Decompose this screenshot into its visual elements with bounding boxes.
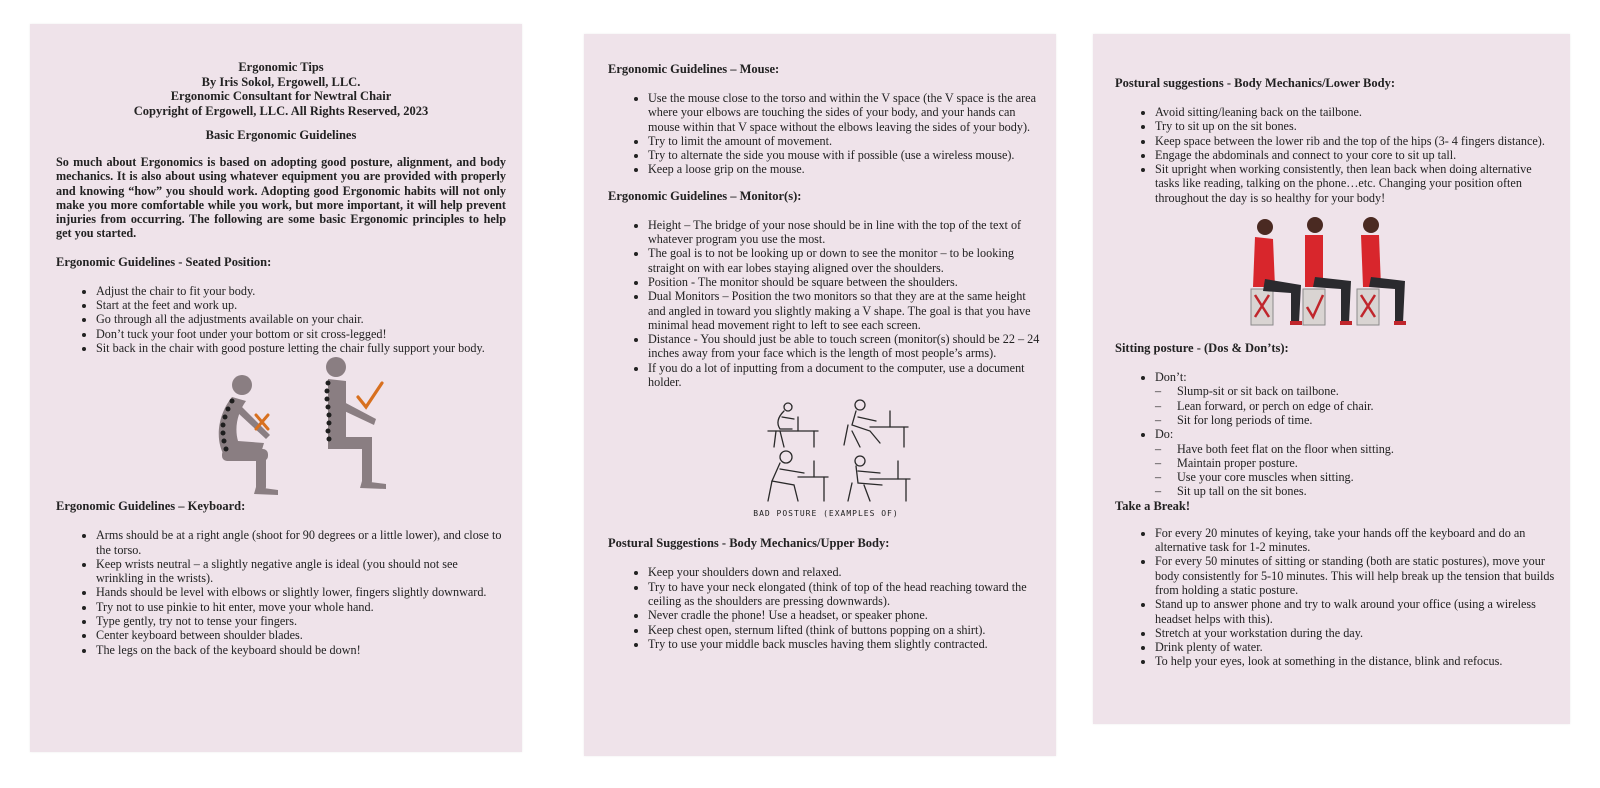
dont-label: Don’t: xyxy=(1155,370,1187,385)
list-item: • Try not to use pinkie to hit enter, move your whole hand. xyxy=(96,600,506,614)
check-mark-icon xyxy=(358,383,382,407)
dont-list xyxy=(1155,384,1556,427)
sitting-posture-title: Sitting posture - (Dos & Don’ts): xyxy=(1115,341,1289,356)
list-item xyxy=(1155,370,1556,427)
mouse-section-title: Ergonomic Guidelines – Mouse: xyxy=(608,62,780,76)
lower-body-list xyxy=(1115,105,1556,205)
header-copyright: Copyright of Ergowell, LLC. All Rights Reserved, 2023 xyxy=(133,103,429,118)
list-item: • Type gently, try not to tense your fingers. xyxy=(96,614,506,628)
header-author: By Iris Sokol, Ergowell, LLC. xyxy=(201,74,361,89)
list-item: • Try to have your neck elongated (think of top of the head reaching toward the ceiling as the shoulders are pressing downwards). xyxy=(648,580,1044,609)
upper-body-list xyxy=(608,565,1044,651)
basic-guidelines-title: Basic Ergonomic Guidelines xyxy=(205,128,357,142)
list-item: • Keep chest open, sternum lifted (think of buttons popping on a shirt). xyxy=(648,623,1044,637)
list-item: – Sit up tall on the sit bones. xyxy=(1177,484,1556,498)
list-item: – Sit for long periods of time. xyxy=(1177,413,1556,427)
list-item: • Try to limit the amount of movement. xyxy=(648,134,1044,148)
dos-donts-list xyxy=(1115,370,1556,499)
list-item: • Dual Monitors – Position the two monitors so that they are at the same height and angled in toward you slightly making a V shape. The goal is that you have minimal head movement right to left to see each screen. xyxy=(648,289,1044,332)
list-item: • Engage the abdominals and connect to your core to sit up tall. xyxy=(1155,148,1556,162)
list-item: • Keep wrists neutral – a slightly negative angle is ideal (you should not see wrinkling in the wrists). xyxy=(96,557,506,586)
header-title: Ergonomic Tips xyxy=(238,60,324,74)
document-header xyxy=(56,60,506,118)
list-item: – Use your core muscles when sitting. xyxy=(1177,470,1556,484)
sketch-hunched xyxy=(768,403,818,447)
keyboard-list xyxy=(56,528,506,657)
list-item: – Have both feet flat on the floor when sitting. xyxy=(1177,442,1556,456)
keyboard-section-title: Ergonomic Guidelines – Keyboard: xyxy=(56,499,246,514)
lower-body-section-title: Postural suggestions - Body Mechanics/Lower Body: xyxy=(1115,76,1395,90)
slouch-figure xyxy=(1251,219,1302,325)
list-item: • Stand up to answer phone and try to walk around your office (using a wireless headset helps with this). xyxy=(1155,597,1556,626)
mouse-list xyxy=(608,91,1044,177)
list-item: • Stretch at your workstation during the day. xyxy=(1155,626,1556,640)
bad-posture-figure xyxy=(219,375,278,495)
bad-posture-sketches xyxy=(608,397,1044,507)
list-item: • Distance - You should just be able to touch screen (monitor(s) should be 22 – 24 inches away from your face which is the length of most people’s arms). xyxy=(648,332,1044,361)
list-item: – Slump-sit or sit back on tailbone. xyxy=(1177,384,1556,398)
sketch-leaning xyxy=(768,451,828,501)
intro-paragraph: So much about Ergonomics is based on adopting good posture, alignment, and body mechanics. It is also about using whatever equipment you are provided with properly and knowing “how” you should work. Adopting good Ergonomic habits will not only make you more comfortable while you work, but more important, it will help prevent injuries from occurring. The following are some basic Ergonomic principles to help get you started. xyxy=(56,155,506,241)
list-item: • Never cradle the phone! Use a headset, or speaker phone. xyxy=(648,608,1044,622)
monitor-section-title: Ergonomic Guidelines – Monitor(s): xyxy=(608,188,802,203)
list-item: • Arms should be at a right angle (shoot for 90 degrees or a little lower), and close to the torso. xyxy=(96,528,506,557)
list-item: • Hands should be level with elbows or slightly lower, fingers slightly downward. xyxy=(96,585,506,599)
list-item: • Avoid sitting/leaning back on the tailbone. xyxy=(1155,105,1556,119)
list-item: • Go through all the adjustments available on your chair. xyxy=(96,312,506,326)
upper-body-section-title: Postural Suggestions - Body Mechanics/Upper Body: xyxy=(608,536,890,551)
list-item: • Sit back in the chair with good posture letting the chair fully support your body. xyxy=(96,341,506,355)
list-item: • Keep your shoulders down and relaxed. xyxy=(648,565,1044,579)
list-item: • Height – The bridge of your nose should be in line with the top of the text of whatever program you use the most. xyxy=(648,218,1044,247)
sketch-slouched xyxy=(848,456,910,501)
list-item xyxy=(1155,427,1556,498)
list-item: • To help your eyes, look at something in the distance, blink and refocus. xyxy=(1155,654,1556,668)
page-3-lower-body-breaks xyxy=(1093,34,1570,724)
seated-list xyxy=(56,284,506,355)
list-item: • Use the mouse close to the torso and within the V space (the V space is the area where your elbows are touching the sides of your body, and your hands can mouse within that V space without the elbows leaving the sides of your body). xyxy=(648,91,1044,134)
list-item: • For every 50 minutes of sitting or standing (both are static postures), move your body consistently for 5-10 minutes. This will help break up the tension that builds from holding a static posture. xyxy=(1155,554,1556,597)
list-item: • Sit upright when working consistently, then lean back when doing alternative tasks like reading, talking on the phone…etc. Changing your position often throughout the day is so healthy for your body! xyxy=(1155,162,1556,205)
seated-posture-illustration xyxy=(56,357,506,497)
list-item: • For every 20 minutes of keying, take your hands off the keyboard and do an alternative task for 1-2 minutes. xyxy=(1155,526,1556,555)
page-2-mouse-monitor xyxy=(584,34,1056,756)
list-item: • The legs on the back of the keyboard should be down! xyxy=(96,643,506,657)
list-item: • Try to use your middle back muscles having them slightly contracted. xyxy=(648,637,1044,651)
good-posture-figure xyxy=(326,357,386,489)
do-list xyxy=(1155,442,1556,499)
list-item: • Keep space between the lower rib and the top of the hips (3- 4 fingers distance). xyxy=(1155,134,1556,148)
list-item: • Try to sit up on the sit bones. xyxy=(1155,119,1556,133)
header-role: Ergonomic Consultant for Newtral Chair xyxy=(170,89,392,103)
list-item: • Try to alternate the side you mouse with if possible (use a wireless mouse). xyxy=(648,148,1044,162)
list-item: • Drink plenty of water. xyxy=(1155,640,1556,654)
list-item: – Maintain proper posture. xyxy=(1177,456,1556,470)
monitor-list xyxy=(608,218,1044,390)
do-label: Do: xyxy=(1155,427,1174,442)
seated-section-title: Ergonomic Guidelines - Seated Position: xyxy=(56,254,272,269)
take-break-title: Take a Break! xyxy=(1115,498,1191,513)
list-item: • Start at the feet and work up. xyxy=(96,298,506,312)
list-item: • If you do a lot of inputting from a document to the computer, use a document holder. xyxy=(648,361,1044,390)
list-item: • The goal is to not be looking up or down to see the monitor – to be looking straight on with ear lobes staying aligned over the shoulders. xyxy=(648,246,1044,275)
list-item: • Position - The monitor should be square between the shoulders. xyxy=(648,275,1044,289)
list-item: • Adjust the chair to fit your body. xyxy=(96,284,506,298)
figure-caption: BAD POSTURE (EXAMPLES OF) xyxy=(753,509,899,519)
cross-mark-icon xyxy=(256,415,268,429)
upright-figure xyxy=(1303,217,1352,325)
list-item: • Keep a loose grip on the mouse. xyxy=(648,162,1044,176)
sitting-posture-illustration xyxy=(1115,215,1555,333)
list-item: – Lean forward, or perch on edge of chair. xyxy=(1177,399,1556,413)
sketch-reclined xyxy=(844,400,908,447)
perch-figure xyxy=(1357,217,1406,325)
list-item: • Center keyboard between shoulder blades. xyxy=(96,628,506,642)
page-1-seated-keyboard xyxy=(30,24,522,752)
list-item: • Don’t tuck your foot under your bottom or sit cross-legged! xyxy=(96,327,506,341)
break-list xyxy=(1115,526,1556,669)
